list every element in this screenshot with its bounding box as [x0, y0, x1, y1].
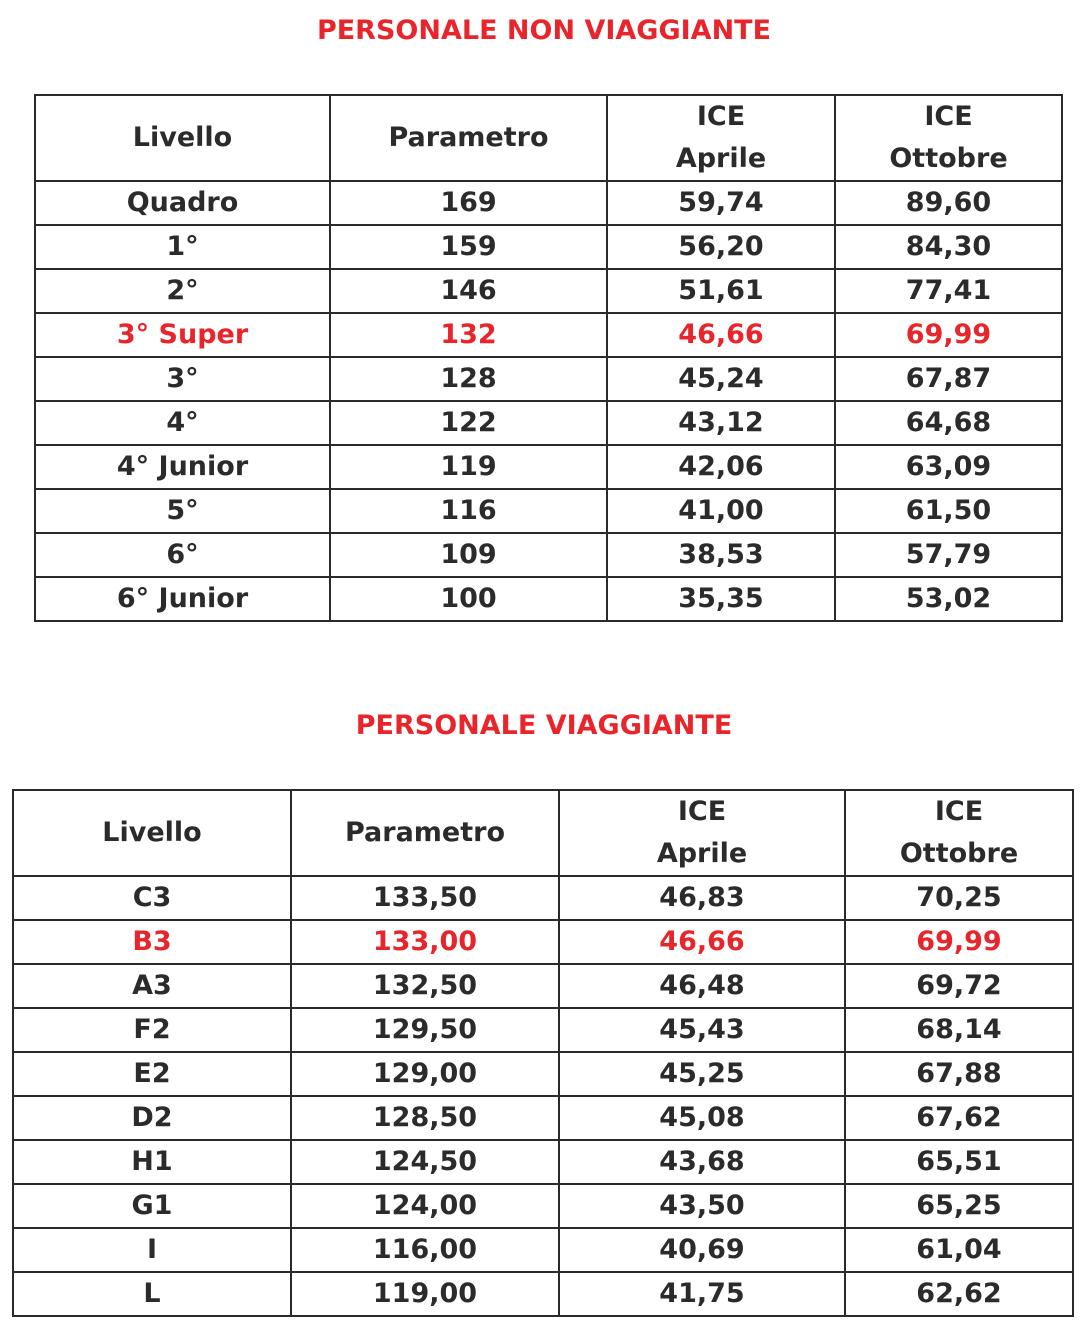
cell-parametro: 159 — [330, 225, 607, 269]
header-ice-aprile-line1: ICE — [696, 101, 746, 132]
cell-parametro: 122 — [330, 401, 607, 445]
cell-parametro: 109 — [330, 533, 607, 577]
cell-livello: F2 — [13, 1008, 291, 1052]
header-parametro: Parametro — [291, 790, 559, 876]
table-row — [35, 181, 1062, 225]
cell-livello: 3° Super — [35, 313, 330, 357]
table-row — [35, 577, 1062, 621]
cell-ice-ottobre: 65,25 — [845, 1184, 1073, 1228]
header-livello: Livello — [35, 95, 330, 181]
table-row — [13, 1096, 1073, 1140]
cell-parametro: 169 — [330, 181, 607, 225]
cell-parametro: 116 — [330, 489, 607, 533]
cell-livello: 6° — [35, 533, 330, 577]
section-title-personale-viaggiante: PERSONALE VIAGGIANTE — [355, 710, 733, 741]
cell-ice-aprile: 45,25 — [559, 1052, 845, 1096]
table-row — [13, 1008, 1073, 1052]
cell-ice-aprile: 59,74 — [607, 181, 835, 225]
cell-ice-aprile: 35,35 — [607, 577, 835, 621]
cell-parametro: 119 — [330, 445, 607, 489]
cell-ice-aprile: 45,24 — [607, 357, 835, 401]
cell-ice-aprile: 56,20 — [607, 225, 835, 269]
cell-livello: 5° — [35, 489, 330, 533]
cell-ice-ottobre: 63,09 — [835, 445, 1062, 489]
cell-livello: A3 — [13, 964, 291, 1008]
header-ice-ottobre-line1: ICE — [934, 796, 984, 827]
cell-ice-aprile: 51,61 — [607, 269, 835, 313]
table-row — [13, 1184, 1073, 1228]
cell-ice-ottobre: 67,88 — [845, 1052, 1073, 1096]
header-ice-ottobre-line2: Ottobre — [889, 143, 1008, 174]
cell-ice-ottobre: 62,62 — [845, 1272, 1073, 1316]
table-row — [35, 225, 1062, 269]
cell-parametro: 129,00 — [291, 1052, 559, 1096]
cell-parametro: 132 — [330, 313, 607, 357]
cell-ice-aprile: 46,66 — [607, 313, 835, 357]
section-title-personale-non-viaggiante: PERSONALE NON VIAGGIANTE — [316, 15, 772, 46]
table-row — [13, 920, 1073, 964]
cell-livello: D2 — [13, 1096, 291, 1140]
table-row — [35, 489, 1062, 533]
cell-livello: G1 — [13, 1184, 291, 1228]
cell-livello: H1 — [13, 1140, 291, 1184]
cell-ice-aprile: 43,50 — [559, 1184, 845, 1228]
header-ice-ottobre — [845, 790, 1073, 876]
cell-parametro: 128,50 — [291, 1096, 559, 1140]
cell-ice-ottobre: 64,68 — [835, 401, 1062, 445]
cell-ice-ottobre: 57,79 — [835, 533, 1062, 577]
cell-parametro: 100 — [330, 577, 607, 621]
cell-ice-ottobre: 67,62 — [845, 1096, 1073, 1140]
cell-livello: 6° Junior — [35, 577, 330, 621]
cell-livello: 2° — [35, 269, 330, 313]
cell-ice-ottobre: 61,04 — [845, 1228, 1073, 1272]
cell-ice-ottobre: 61,50 — [835, 489, 1062, 533]
cell-livello: Quadro — [35, 181, 330, 225]
cell-livello: B3 — [13, 920, 291, 964]
cell-parametro: 129,50 — [291, 1008, 559, 1052]
table-personale-non-viaggiante — [34, 94, 1063, 622]
cell-ice-ottobre: 70,25 — [845, 876, 1073, 920]
cell-ice-aprile: 41,75 — [559, 1272, 845, 1316]
cell-ice-ottobre: 89,60 — [835, 181, 1062, 225]
header-ice-aprile — [607, 95, 835, 181]
cell-ice-aprile: 42,06 — [607, 445, 835, 489]
header-ice-ottobre-line2: Ottobre — [899, 838, 1019, 869]
cell-parametro: 133,50 — [291, 876, 559, 920]
cell-ice-ottobre: 68,14 — [845, 1008, 1073, 1052]
table-row — [35, 313, 1062, 357]
cell-ice-aprile: 46,66 — [559, 920, 845, 964]
header-ice-ottobre — [835, 95, 1062, 181]
cell-ice-aprile: 43,68 — [559, 1140, 845, 1184]
cell-parametro: 133,00 — [291, 920, 559, 964]
table-row — [13, 1228, 1073, 1272]
cell-ice-aprile: 41,00 — [607, 489, 835, 533]
cell-ice-ottobre: 84,30 — [835, 225, 1062, 269]
cell-ice-aprile: 46,48 — [559, 964, 845, 1008]
cell-livello: E2 — [13, 1052, 291, 1096]
cell-ice-aprile: 38,53 — [607, 533, 835, 577]
cell-livello: 3° — [35, 357, 330, 401]
header-livello: Livello — [13, 790, 291, 876]
table-row — [35, 445, 1062, 489]
table-row — [13, 1052, 1073, 1096]
cell-livello: I — [13, 1228, 291, 1272]
cell-livello: C3 — [13, 876, 291, 920]
table-header-row — [35, 95, 1062, 181]
cell-ice-aprile: 45,43 — [559, 1008, 845, 1052]
cell-ice-ottobre: 53,02 — [835, 577, 1062, 621]
table-row — [35, 357, 1062, 401]
cell-ice-ottobre: 67,87 — [835, 357, 1062, 401]
table-row — [13, 1140, 1073, 1184]
cell-parametro: 146 — [330, 269, 607, 313]
table-row — [35, 269, 1062, 313]
table-row — [35, 533, 1062, 577]
cell-parametro: 116,00 — [291, 1228, 559, 1272]
cell-ice-ottobre: 69,99 — [845, 920, 1073, 964]
cell-livello: 4° Junior — [35, 445, 330, 489]
table-personale-viaggiante — [12, 789, 1074, 1317]
cell-ice-aprile: 43,12 — [607, 401, 835, 445]
header-ice-aprile — [559, 790, 845, 876]
table-row — [13, 876, 1073, 920]
cell-parametro: 124,00 — [291, 1184, 559, 1228]
cell-parametro: 128 — [330, 357, 607, 401]
cell-ice-aprile: 46,83 — [559, 876, 845, 920]
header-ice-aprile-line2: Aprile — [675, 143, 767, 174]
table-header-row — [13, 790, 1073, 876]
header-ice-aprile-line1: ICE — [677, 796, 727, 827]
cell-ice-ottobre: 69,99 — [835, 313, 1062, 357]
cell-ice-aprile: 45,08 — [559, 1096, 845, 1140]
table-row — [13, 1272, 1073, 1316]
table-row — [35, 401, 1062, 445]
header-ice-ottobre-line1: ICE — [924, 101, 973, 132]
table-row — [13, 964, 1073, 1008]
cell-parametro: 119,00 — [291, 1272, 559, 1316]
cell-ice-aprile: 40,69 — [559, 1228, 845, 1272]
cell-parametro: 124,50 — [291, 1140, 559, 1184]
header-ice-aprile-line2: Aprile — [656, 838, 748, 869]
cell-livello: 1° — [35, 225, 330, 269]
cell-livello: 4° — [35, 401, 330, 445]
cell-parametro: 132,50 — [291, 964, 559, 1008]
cell-livello: L — [13, 1272, 291, 1316]
cell-ice-ottobre: 69,72 — [845, 964, 1073, 1008]
cell-ice-ottobre: 77,41 — [835, 269, 1062, 313]
header-parametro: Parametro — [330, 95, 607, 181]
cell-ice-ottobre: 65,51 — [845, 1140, 1073, 1184]
